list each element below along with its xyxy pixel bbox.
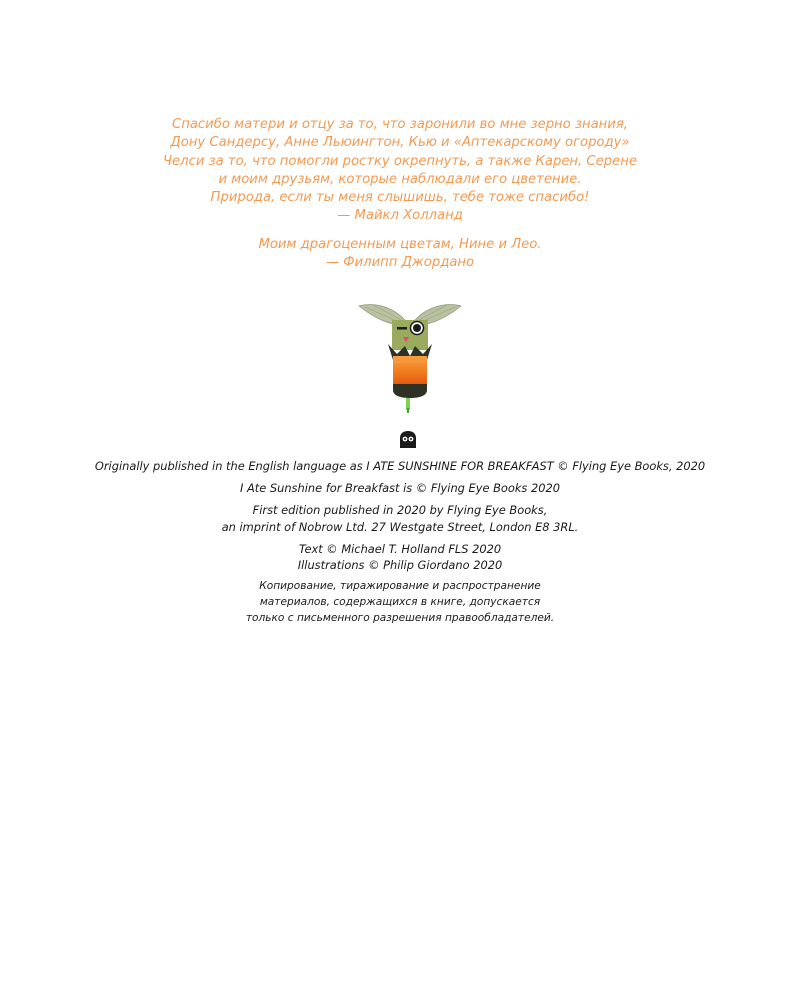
copyright-line: I Ate Sunshine for Breakfast is © Flying Eye Books 2020 <box>240 481 560 496</box>
illustrator-dedication-line: Моим драгоценным цветам, Нине и Лео. <box>258 236 542 252</box>
flying-eye-owl-logo-icon <box>398 430 418 450</box>
rights-notice-line: только с письменного разрешения правообладателей. <box>245 611 555 624</box>
dedication-line: Дону Сандерсу, Анне Льюингтон, Кью и «Аптекарскому огороду» <box>170 135 630 151</box>
illustrator-signature: — Филипп Джордано <box>325 255 475 271</box>
dedication-line: Спасибо матери и отцу за то, что заронили во мне зерно знания, <box>172 117 628 132</box>
dedication-line: и моим друзьям, которые наблюдали его цветение. <box>218 171 582 187</box>
author-signature: — Майкл Холланд <box>337 208 463 224</box>
text-credit: Text © Michael T. Holland FLS 2020 <box>298 541 502 556</box>
dedication <box>0 116 800 272</box>
edition-line: First edition published in 2020 by Flying Eye Books, <box>252 503 548 518</box>
flower-character-illustration <box>355 300 465 418</box>
rights-notice-line: Копирование, тиражирование и распространение <box>259 580 541 593</box>
publisher-address: an imprint of Nobrow Ltd. 27 Westgate Street, London E8 3RL. <box>221 519 579 534</box>
imprint <box>0 458 800 633</box>
dedication-line: Природа, если ты меня слышишь, тебе тоже спасибо! <box>210 190 590 206</box>
dedication-line: Челси за то, что помогли ростку окрепнуть, а также Карен, Серене <box>163 153 637 169</box>
illustrations-credit: Illustrations © Philip Giordano 2020 <box>297 558 503 573</box>
rights-notice-line: материалов, содержащихся в книге, допускается <box>259 596 541 609</box>
original-publication-note: Originally published in the English language as I ATE SUNSHINE FOR BREAKFAST © Flying Eye Books, 2020 <box>94 459 706 473</box>
